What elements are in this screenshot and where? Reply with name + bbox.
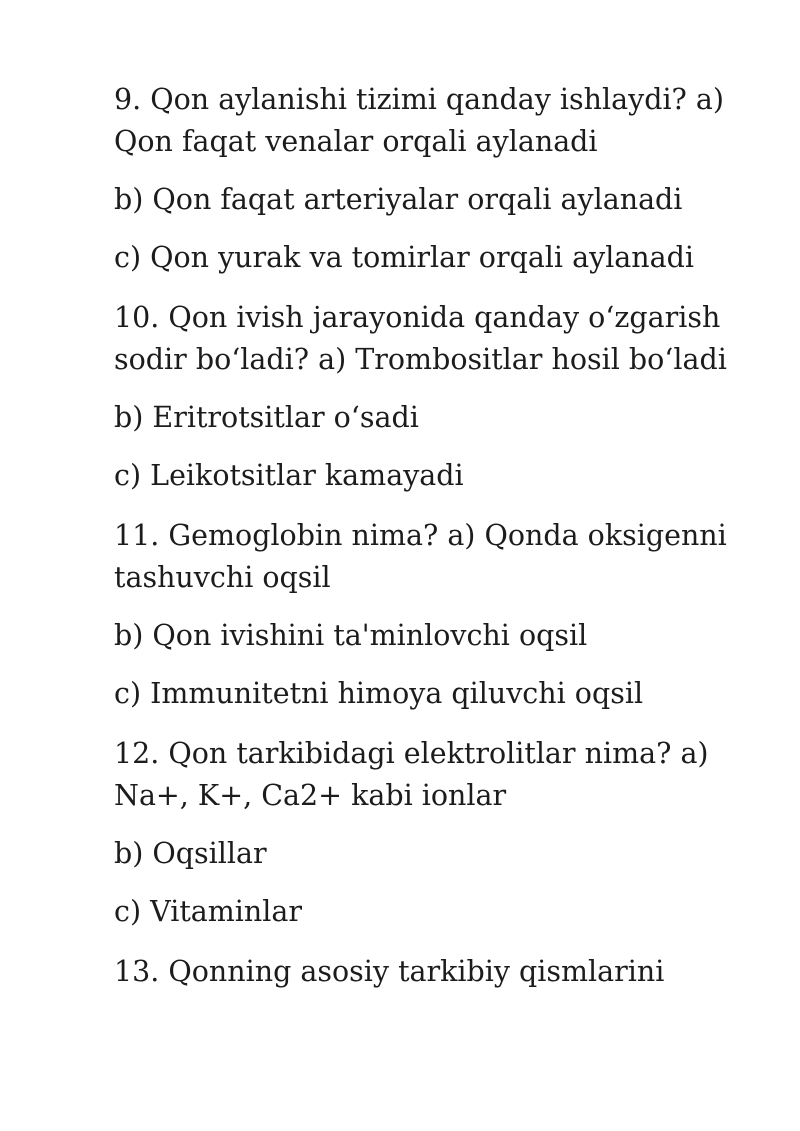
- question-9: [114, 79, 754, 279]
- answer-option-c: c) Vitaminlar: [114, 895, 303, 928]
- question-text: 13. Qonning asosiy tarkibiy qismlarini: [114, 955, 665, 988]
- question-text: 12. Qon tarkibidagi elektrolitlar nima? a) Na+, K+, Ca2+ kabi ionlar: [114, 737, 709, 812]
- question-12: [114, 733, 754, 933]
- answer-option-b: b) Oqsillar: [114, 837, 267, 870]
- answer-option-c: c) Qon yurak va tomirlar orqali aylanadi: [114, 241, 695, 274]
- question-text: 11. Gemoglobin nima? a) Qonda oksigenni tashuvchi oqsil: [114, 519, 727, 594]
- question-text: 9. Qon aylanishi tizimi qanday ishlaydi? a) Qon faqat venalar orqali aylanadi: [114, 83, 725, 158]
- question-11: [114, 515, 754, 715]
- answer-option-b: b) Qon ivishini ta'minlovchi oqsil: [114, 619, 588, 652]
- answer-option-b: b) Qon faqat arteriyalar orqali aylanadi: [114, 183, 683, 216]
- answer-option-c: c) Leikotsitlar kamayadi: [114, 459, 464, 492]
- question-10: [114, 297, 754, 497]
- answer-option-c: c) Immunitetni himoya qiluvchi oqsil: [114, 677, 644, 710]
- question-13: [114, 951, 754, 993]
- question-text: 10. Qon ivish jarayonida qanday o‘zgarish sodir bo‘ladi? a) Trombositlar hosil bo‘ladi: [114, 301, 727, 376]
- answer-option-b: b) Eritrotsitlar o‘sadi: [114, 401, 419, 434]
- document-page: [114, 79, 754, 1009]
